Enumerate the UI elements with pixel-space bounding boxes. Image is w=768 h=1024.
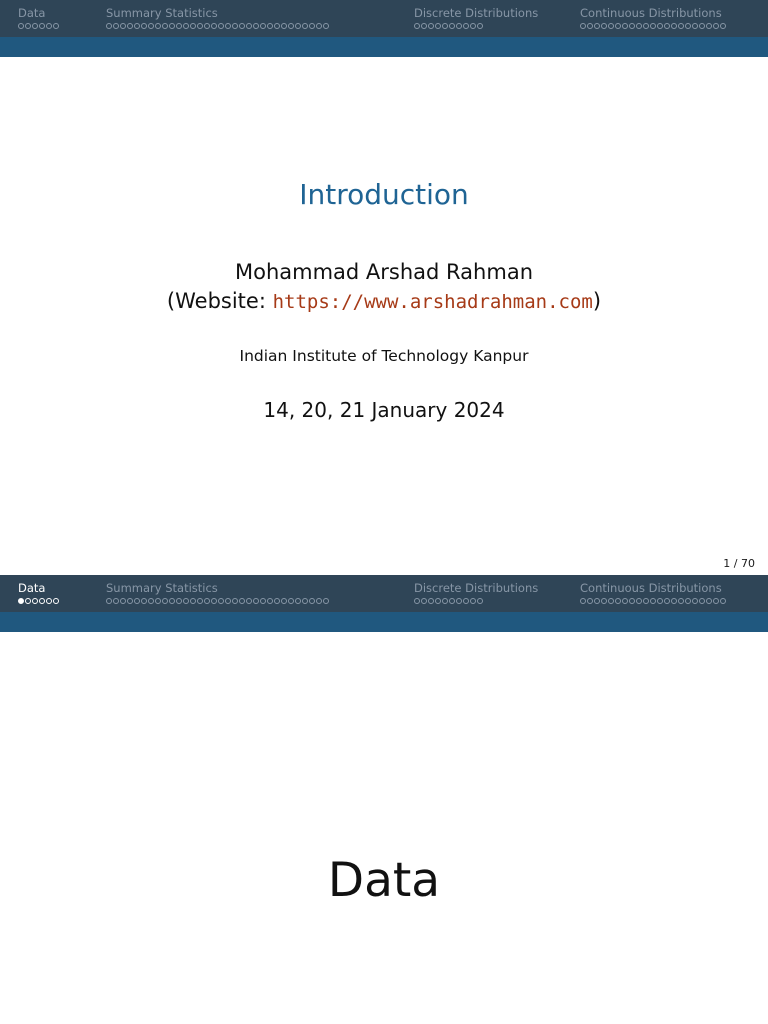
frame-dot-icon[interactable] <box>601 598 607 604</box>
frame-dot-icon[interactable] <box>32 23 38 29</box>
frame-dot-icon[interactable] <box>246 23 252 29</box>
nav-section-label[interactable]: Discrete Distributions <box>414 6 539 20</box>
frame-dot-icon[interactable] <box>106 23 112 29</box>
frame-dot-icon[interactable] <box>18 23 24 29</box>
frame-dot-icon[interactable] <box>232 23 238 29</box>
frame-dot-icon[interactable] <box>113 598 119 604</box>
frame-dot-icon[interactable] <box>25 23 31 29</box>
frame-dot-icon[interactable] <box>53 598 59 604</box>
frame-dot-icon[interactable] <box>706 23 712 29</box>
nav-section-label[interactable]: Data <box>18 6 46 20</box>
frame-dot-icon[interactable] <box>456 598 462 604</box>
frame-dot-icon[interactable] <box>601 23 607 29</box>
navigation-subbar <box>0 37 768 57</box>
slide-data-section <box>0 575 768 1024</box>
frame-dot-icon[interactable] <box>274 23 280 29</box>
frame-dot-icon[interactable] <box>295 23 301 29</box>
frame-dot-icon[interactable] <box>39 598 45 604</box>
frame-dot-icon[interactable] <box>155 23 161 29</box>
frame-dot-icon[interactable] <box>671 23 677 29</box>
frame-dot-icon[interactable] <box>594 23 600 29</box>
frame-dot-icon[interactable] <box>650 598 656 604</box>
frame-dot-icon[interactable] <box>587 598 593 604</box>
page-number: 1 / 70 <box>723 557 755 570</box>
navigation-subbar <box>0 612 768 632</box>
frame-dot-icon[interactable] <box>421 23 427 29</box>
frame-dot-icon[interactable] <box>428 23 434 29</box>
frame-dot-icon[interactable] <box>18 598 24 604</box>
frame-dot-icon[interactable] <box>594 598 600 604</box>
frame-dot-icon[interactable] <box>664 23 670 29</box>
frame-dot-icon[interactable] <box>183 598 189 604</box>
nav-frame-dots <box>414 598 484 604</box>
nav-frame-dots <box>18 598 60 604</box>
website-link[interactable]: https://www.arshadrahman.com <box>272 291 593 313</box>
frame-dot-icon[interactable] <box>449 598 455 604</box>
frame-dot-icon[interactable] <box>25 598 31 604</box>
frame-dot-icon[interactable] <box>470 23 476 29</box>
frame-dot-icon[interactable] <box>239 23 245 29</box>
frame-dot-icon[interactable] <box>288 23 294 29</box>
frame-dot-icon[interactable] <box>442 23 448 29</box>
frame-dot-icon[interactable] <box>106 598 112 604</box>
frame-dot-icon[interactable] <box>414 598 420 604</box>
frame-dot-icon[interactable] <box>204 23 210 29</box>
frame-dot-icon[interactable] <box>636 23 642 29</box>
frame-dot-icon[interactable] <box>629 598 635 604</box>
frame-dot-icon[interactable] <box>253 23 259 29</box>
frame-dot-icon[interactable] <box>148 23 154 29</box>
frame-dot-icon[interactable] <box>316 598 322 604</box>
frame-dot-icon[interactable] <box>141 23 147 29</box>
author-block <box>0 258 768 317</box>
frame-dot-icon[interactable] <box>281 598 287 604</box>
frame-dot-icon[interactable] <box>657 598 663 604</box>
section-title: Data <box>327 853 441 908</box>
frame-dot-icon[interactable] <box>120 23 126 29</box>
frame-dot-icon[interactable] <box>608 598 614 604</box>
frame-dot-icon[interactable] <box>699 23 705 29</box>
frame-dot-icon[interactable] <box>127 23 133 29</box>
website-suffix: ) <box>592 289 602 313</box>
nav-frame-dots <box>18 23 60 29</box>
frame-dot-icon[interactable] <box>260 598 266 604</box>
nav-frame-dots <box>580 598 727 604</box>
frame-dot-icon[interactable] <box>671 598 677 604</box>
frame-dot-icon[interactable] <box>113 23 119 29</box>
frame-dot-icon[interactable] <box>477 23 483 29</box>
frame-dot-icon[interactable] <box>302 598 308 604</box>
frame-dot-icon[interactable] <box>239 598 245 604</box>
frame-dot-icon[interactable] <box>190 23 196 29</box>
frame-dot-icon[interactable] <box>225 598 231 604</box>
frame-dot-icon[interactable] <box>288 598 294 604</box>
frame-dot-icon[interactable] <box>162 598 168 604</box>
frame-dot-icon[interactable] <box>622 23 628 29</box>
frame-dot-icon[interactable] <box>169 23 175 29</box>
frame-dot-icon[interactable] <box>323 23 329 29</box>
navigation-bar <box>0 0 768 37</box>
frame-dot-icon[interactable] <box>421 598 427 604</box>
nav-frame-dots <box>106 598 330 604</box>
frame-dot-icon[interactable] <box>169 598 175 604</box>
frame-dot-icon[interactable] <box>197 23 203 29</box>
frame-dot-icon[interactable] <box>435 23 441 29</box>
frame-dot-icon[interactable] <box>643 23 649 29</box>
frame-dot-icon[interactable] <box>260 23 266 29</box>
frame-dot-icon[interactable] <box>295 598 301 604</box>
frame-dot-icon[interactable] <box>32 598 38 604</box>
frame-dot-icon[interactable] <box>608 23 614 29</box>
frame-dot-icon[interactable] <box>650 23 656 29</box>
frame-dot-icon[interactable] <box>720 23 726 29</box>
frame-dot-icon[interactable] <box>162 23 168 29</box>
institute: Indian Institute of Technology Kanpur <box>239 347 529 365</box>
frame-dot-icon[interactable] <box>232 598 238 604</box>
frame-dot-icon[interactable] <box>580 23 586 29</box>
nav-section-label[interactable]: Continuous Distributions <box>580 581 722 595</box>
frame-dot-icon[interactable] <box>176 23 182 29</box>
frame-dot-icon[interactable] <box>442 598 448 604</box>
nav-section-label[interactable]: Continuous Distributions <box>580 6 722 20</box>
frame-dot-icon[interactable] <box>678 23 684 29</box>
frame-dot-icon[interactable] <box>141 598 147 604</box>
nav-frame-dots <box>414 23 484 29</box>
frame-dot-icon[interactable] <box>225 23 231 29</box>
frame-dot-icon[interactable] <box>253 598 259 604</box>
frame-dot-icon[interactable] <box>615 598 621 604</box>
frame-dot-icon[interactable] <box>720 598 726 604</box>
frame-dot-icon[interactable] <box>127 598 133 604</box>
frame-dot-icon[interactable] <box>685 598 691 604</box>
author-name: Mohammad Arshad Rahman <box>235 260 533 284</box>
frame-dot-icon[interactable] <box>309 23 315 29</box>
frame-dot-icon[interactable] <box>692 23 698 29</box>
frame-dot-icon[interactable] <box>53 23 59 29</box>
frame-dot-icon[interactable] <box>218 598 224 604</box>
frame-dot-icon[interactable] <box>267 598 273 604</box>
frame-dot-icon[interactable] <box>692 598 698 604</box>
nav-section-label[interactable]: Summary Statistics <box>106 6 218 20</box>
nav-frame-dots <box>580 23 727 29</box>
frame-dot-icon[interactable] <box>204 598 210 604</box>
frame-dot-icon[interactable] <box>435 598 441 604</box>
frame-dot-icon[interactable] <box>664 598 670 604</box>
frame-dot-icon[interactable] <box>629 23 635 29</box>
frame-dot-icon[interactable] <box>636 598 642 604</box>
nav-frame-dots <box>106 23 330 29</box>
frame-dot-icon[interactable] <box>678 598 684 604</box>
frame-dot-icon[interactable] <box>323 598 329 604</box>
nav-section-label[interactable]: Data <box>18 581 46 595</box>
frame-dot-icon[interactable] <box>134 23 140 29</box>
frame-dot-icon[interactable] <box>197 598 203 604</box>
nav-section-label[interactable]: Discrete Distributions <box>414 581 539 595</box>
frame-dot-icon[interactable] <box>463 598 469 604</box>
frame-dot-icon[interactable] <box>39 23 45 29</box>
frame-dot-icon[interactable] <box>309 598 315 604</box>
frame-dot-icon[interactable] <box>456 23 462 29</box>
frame-dot-icon[interactable] <box>183 23 189 29</box>
frame-dot-icon[interactable] <box>622 598 628 604</box>
frame-dot-icon[interactable] <box>267 23 273 29</box>
frame-dot-icon[interactable] <box>615 23 621 29</box>
frame-dot-icon[interactable] <box>449 23 455 29</box>
frame-dot-icon[interactable] <box>134 598 140 604</box>
frame-dot-icon[interactable] <box>699 598 705 604</box>
presentation-date: 14, 20, 21 January 2024 <box>263 398 505 422</box>
frame-dot-icon[interactable] <box>657 23 663 29</box>
frame-dot-icon[interactable] <box>211 23 217 29</box>
frame-dot-icon[interactable] <box>587 23 593 29</box>
frame-dot-icon[interactable] <box>643 598 649 604</box>
nav-section-label[interactable]: Summary Statistics <box>106 581 218 595</box>
frame-dot-icon[interactable] <box>713 23 719 29</box>
frame-dot-icon[interactable] <box>218 23 224 29</box>
frame-dot-icon[interactable] <box>246 598 252 604</box>
frame-dot-icon[interactable] <box>477 598 483 604</box>
frame-dot-icon[interactable] <box>176 598 182 604</box>
frame-dot-icon[interactable] <box>470 598 476 604</box>
frame-dot-icon[interactable] <box>281 23 287 29</box>
frame-dot-icon[interactable] <box>316 23 322 29</box>
frame-dot-icon[interactable] <box>713 598 719 604</box>
frame-dot-icon[interactable] <box>46 598 52 604</box>
frame-dot-icon[interactable] <box>428 598 434 604</box>
frame-dot-icon[interactable] <box>463 23 469 29</box>
frame-dot-icon[interactable] <box>274 598 280 604</box>
frame-dot-icon[interactable] <box>302 23 308 29</box>
frame-dot-icon[interactable] <box>120 598 126 604</box>
frame-dot-icon[interactable] <box>414 23 420 29</box>
frame-dot-icon[interactable] <box>46 23 52 29</box>
frame-dot-icon[interactable] <box>148 598 154 604</box>
frame-dot-icon[interactable] <box>211 598 217 604</box>
frame-dot-icon[interactable] <box>685 23 691 29</box>
frame-dot-icon[interactable] <box>706 598 712 604</box>
website-line <box>0 287 768 317</box>
navigation-bar <box>0 575 768 612</box>
website-prefix: (Website: <box>166 289 273 313</box>
frame-dot-icon[interactable] <box>580 598 586 604</box>
frame-dot-icon[interactable] <box>155 598 161 604</box>
frame-dot-icon[interactable] <box>190 598 196 604</box>
presentation-title: Introduction <box>299 178 469 211</box>
